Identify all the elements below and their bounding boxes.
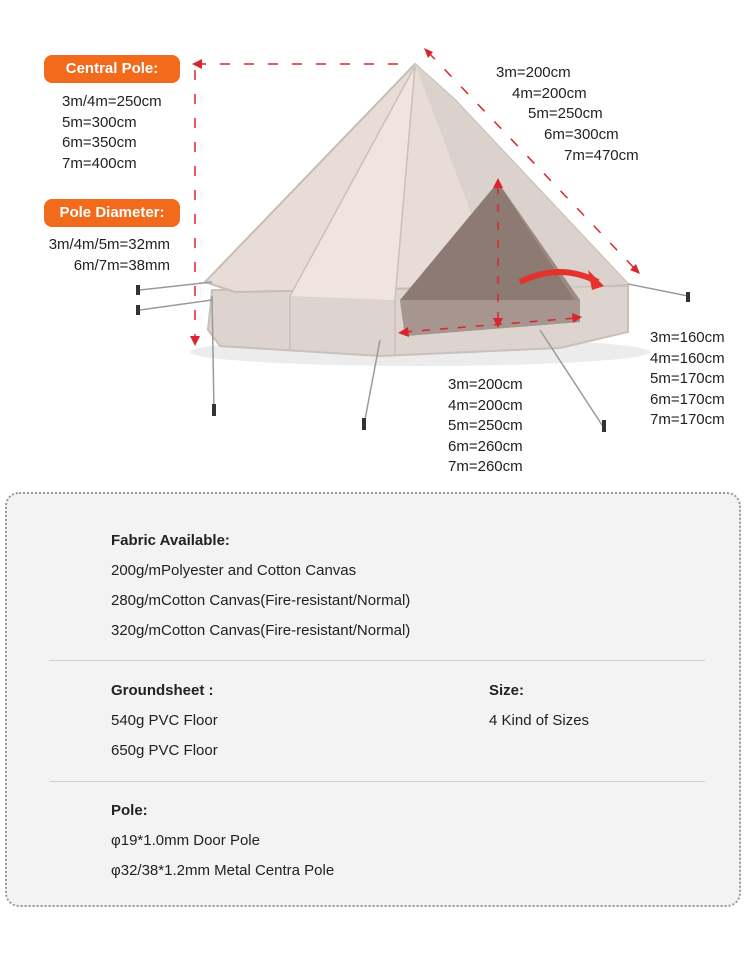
slant-length-value: 6m=300cm	[544, 126, 619, 143]
slant-length-value: 7m=470cm	[564, 147, 639, 164]
specification-panel	[5, 492, 741, 907]
slant-length-value: 4m=200cm	[512, 85, 587, 102]
slant-length-value: 5m=250cm	[528, 105, 603, 122]
groundsheet-section	[111, 676, 218, 766]
pole-diameter-value: 3m/4m/5m=32mm	[48, 236, 170, 253]
groundsheet-item: 540g PVC Floor	[111, 712, 218, 729]
central-pole-value: 6m=350cm	[62, 134, 137, 152]
size-section	[489, 676, 589, 736]
pole-diameter-label: Pole Diameter:	[44, 199, 180, 227]
pole-diameter-values	[34, 235, 170, 276]
fabric-item: 200g/mPolyester and Cotton Canvas	[111, 562, 357, 579]
door-width-value: 7m=260cm	[448, 458, 523, 476]
wall-height-value: 6m=170cm	[650, 390, 725, 408]
size-item: 4 Kind of Sizes	[489, 712, 590, 729]
divider	[49, 660, 705, 661]
wall-height-values	[650, 328, 725, 431]
central-pole-label: Central Pole:	[44, 55, 180, 83]
door-width-values	[448, 375, 523, 478]
pole-item: φ19*1.0mm Door Pole	[111, 832, 260, 849]
fabric-item: 320g/mCotton Canvas(Fire-resistant/Normal)	[111, 622, 411, 639]
door-width-value: 3m=200cm	[448, 376, 523, 393]
wall-height-value: 4m=160cm	[650, 349, 725, 367]
wall-height-value: 3m=160cm	[650, 329, 725, 346]
wall-height-value: 5m=170cm	[650, 370, 725, 388]
fabric-title: Fabric Available:	[111, 532, 230, 549]
fabric-section	[111, 526, 410, 646]
central-pole-value: 5m=300cm	[62, 113, 137, 131]
pole-title: Pole:	[111, 802, 148, 819]
divider	[49, 781, 705, 782]
pole-diameter-value: 6m/7m=38mm	[73, 256, 170, 274]
size-title: Size:	[489, 682, 525, 699]
door-width-value: 5m=250cm	[448, 417, 523, 435]
slant-length-value: 3m=200cm	[496, 64, 571, 81]
wall-height-value: 7m=170cm	[650, 411, 725, 429]
pole-item: φ32/38*1.2mm Metal Centra Pole	[111, 862, 335, 879]
central-pole-value: 3m/4m=250cm	[62, 93, 162, 110]
groundsheet-title: Groundsheet :	[111, 682, 214, 699]
door-width-value: 6m=260cm	[448, 437, 523, 455]
fabric-item: 280g/mCotton Canvas(Fire-resistant/Normal)	[111, 592, 411, 609]
pole-section	[111, 796, 334, 886]
groundsheet-item: 650g PVC Floor	[111, 742, 218, 759]
door-width-value: 4m=200cm	[448, 396, 523, 414]
central-pole-value: 7m=400cm	[62, 154, 137, 172]
central-pole-values	[62, 92, 162, 174]
